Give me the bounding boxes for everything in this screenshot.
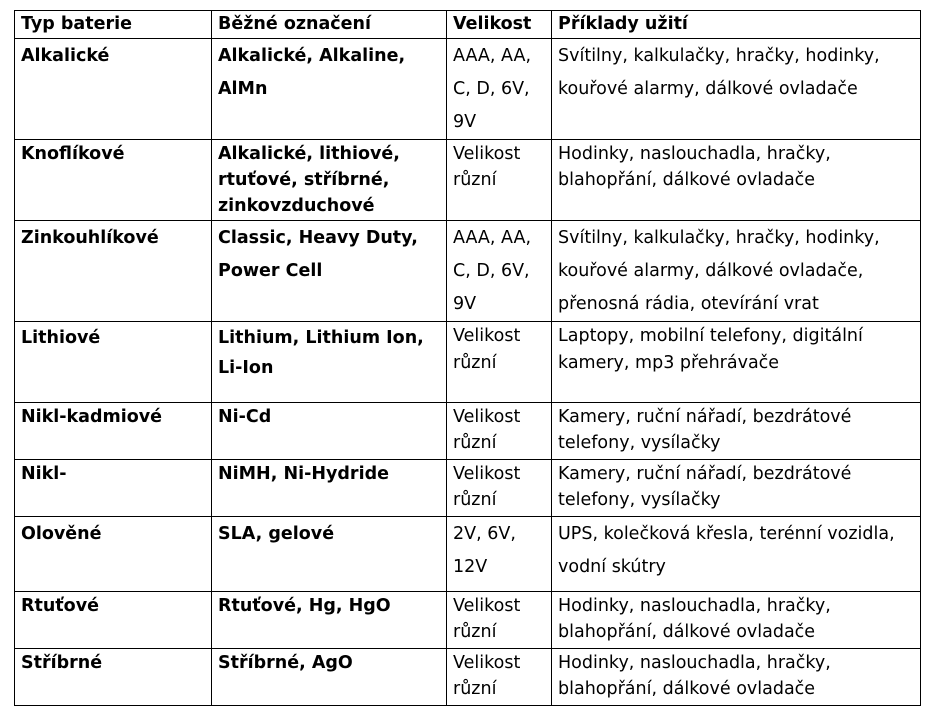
cell-type: Zinkouhlíkové [15,221,212,322]
cell-size: Velikost různí [447,322,552,403]
cell-designation: Alkalické, Alkaline, AlMn [212,39,447,140]
cell-designation: SLA, gelové [212,517,447,592]
cell-examples: Svítilny, kalkulačky, hračky, hodinky, kouřové alarmy, dálkové ovladače [552,39,921,140]
cell-examples: Hodinky, naslouchadla, hračky, blahopřání, dálkové ovladače [552,649,921,706]
cell-examples: Hodinky, naslouchadla, hračky, blahopřání, dálkové ovladače [552,592,921,649]
table-row [15,39,921,140]
table-row [15,140,921,221]
cell-examples: UPS, kolečková křesla, terénní vozidla, vodní skútry [552,517,921,592]
cell-designation: Lithium, Lithium Ion, Li-Ion [212,322,447,403]
battery-types-table [14,10,921,706]
header-size: Velikost [447,11,552,39]
cell-examples: Kamery, ruční nářadí, bezdrátové telefony, vysílačky [552,403,921,460]
table-row [15,592,921,649]
cell-size: 2V, 6V, 12V [447,517,552,592]
cell-type: Rtuťové [15,592,212,649]
cell-size: Velikost různí [447,140,552,221]
table-row [15,403,921,460]
cell-type: Nikl- [15,460,212,517]
cell-size: AAA, AA, C, D, 6V, 9V [447,221,552,322]
cell-size: Velikost různí [447,403,552,460]
table-row [15,517,921,592]
cell-size: Velikost různí [447,649,552,706]
table-header-row [15,11,921,39]
cell-size: Velikost různí [447,592,552,649]
cell-size: Velikost různí [447,460,552,517]
table-row [15,322,921,403]
cell-type: Lithiové [15,322,212,403]
table-row [15,221,921,322]
cell-type: Stříbrné [15,649,212,706]
header-designation: Běžné označení [212,11,447,39]
cell-examples: Laptopy, mobilní telefony, digitální kamery, mp3 přehrávače [552,322,921,403]
cell-type: Olověné [15,517,212,592]
cell-designation: Stříbrné, AgO [212,649,447,706]
header-type: Typ baterie [15,11,212,39]
table-row [15,460,921,517]
cell-designation: NiMH, Ni-Hydride [212,460,447,517]
cell-examples: Hodinky, naslouchadla, hračky, blahopřání, dálkové ovladače [552,140,921,221]
cell-size: AAA, AA, C, D, 6V, 9V [447,39,552,140]
cell-designation: Alkalické, lithiové, rtuťové, stříbrné, zinkovzduchové [212,140,447,221]
cell-type: Knoflíkové [15,140,212,221]
cell-examples: Svítilny, kalkulačky, hračky, hodinky, kouřové alarmy, dálkové ovladače, přenosná rádia, otevírání vrat [552,221,921,322]
cell-type: Nikl-kadmiové [15,403,212,460]
cell-designation: Rtuťové, Hg, HgO [212,592,447,649]
table-row [15,649,921,706]
cell-designation: Ni-Cd [212,403,447,460]
header-examples: Příklady užití [552,11,921,39]
cell-examples: Kamery, ruční nářadí, bezdrátové telefony, vysílačky [552,460,921,517]
cell-designation: Classic, Heavy Duty, Power Cell [212,221,447,322]
cell-type: Alkalické [15,39,212,140]
